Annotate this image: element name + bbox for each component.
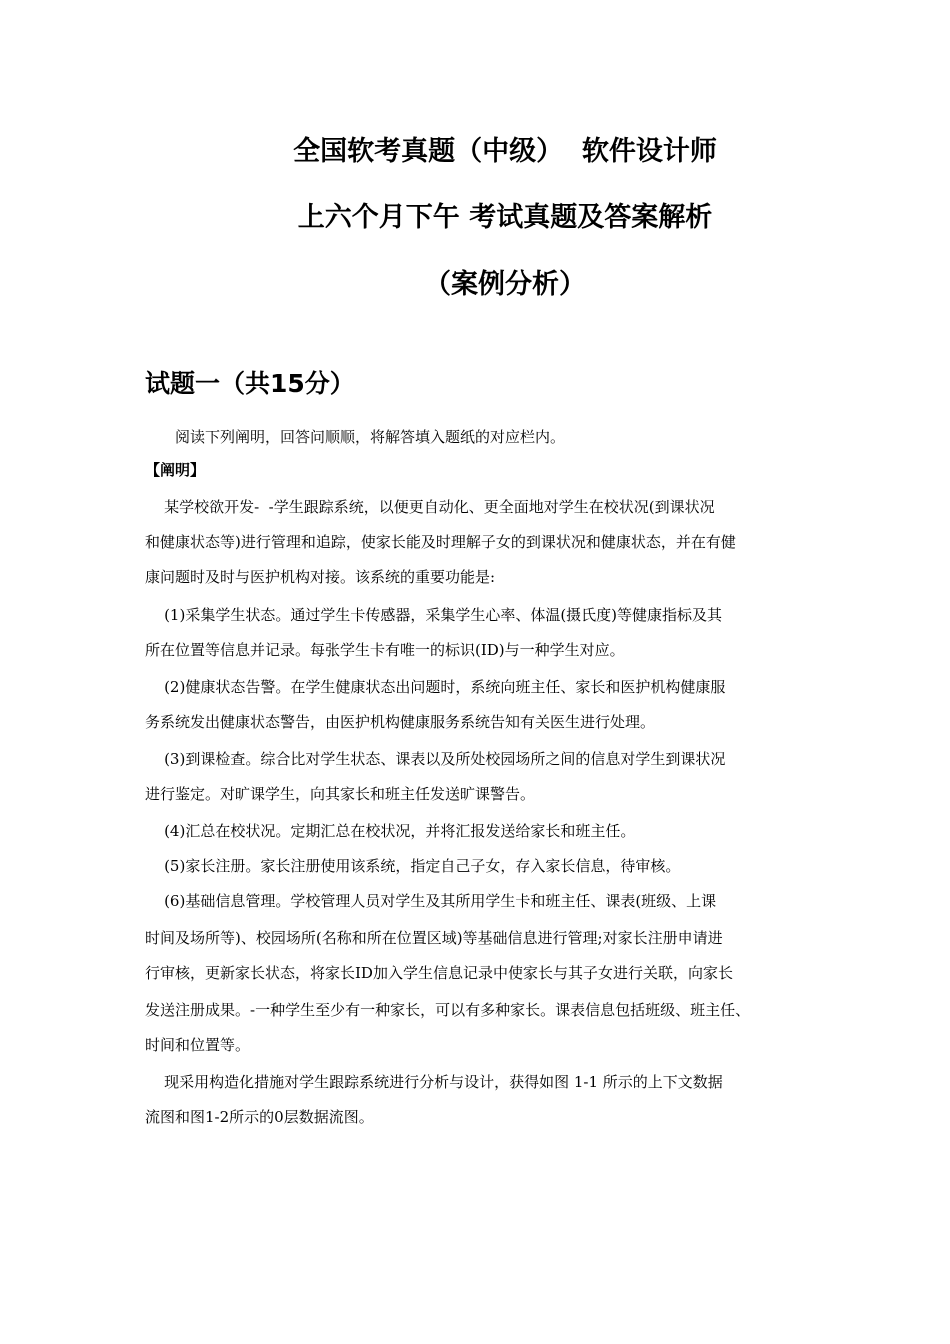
body-line: (4)汇总在校状况。定期汇总在校状况，并将汇报发送给家长和班主任。 <box>145 822 636 840</box>
body-line: (3)到课检查。综合比对学生状态、课表以及所处校园场所之间的信息对学生到课状况 <box>145 750 726 768</box>
description-label: 【阐明】 <box>145 461 206 479</box>
question-heading: 试题一（共15分） <box>145 369 355 398</box>
body-line: (1)采集学生状态。通过学生卡传感器，采集学生心率、体温(摄氏度)等健康指标及其 <box>145 606 723 624</box>
body-line: 和健康状态等)进行管理和追踪，使家长能及时理解子女的到课状况和健康状态，并在有健 <box>145 533 736 551</box>
body-line: 现采用构造化措施对学生跟踪系统进行分析与设计，获得如图 1-1 所示的上下文数据 <box>145 1073 723 1091</box>
body-line: (2)健康状态告警。在学生健康状态出问题时，系统向班主任、家长和医护机构健康服 <box>145 678 726 696</box>
body-line: 康问题时及时与医护机构对接。该系统的重要功能是: <box>145 568 496 586</box>
body-line: 流图和图1-2所示的0层数据流图。 <box>145 1108 374 1126</box>
body-line: (6)基础信息管理。学校管理人员对学生及其所用学生卡和班主任、课表(班级、上课 <box>145 892 717 910</box>
body-line: 某学校欲开发- -学生跟踪系统，以便更自动化、更全面地对学生在校状况(到课状况 <box>145 498 715 516</box>
body-line: 时间和位置等。 <box>145 1036 251 1054</box>
body-line: 所在位置等信息并记录。每张学生卡有唯一的标识(ID)与一种学生对应。 <box>145 641 625 659</box>
body-line: 发送注册成果。-一种学生至少有一种家长，可以有多种家长。课表信息包括班级、班主任、 <box>145 1001 751 1019</box>
body-line: 进行鉴定。对旷课学生，向其家长和班主任发送旷课警告。 <box>145 785 536 803</box>
document-title-line-3: （案例分析） <box>424 269 586 300</box>
body-line: 行审核，更新家长状态，将家长ID加入学生信息记录中使家长与其子女进行关联，向家长 <box>145 964 733 982</box>
body-line: 务系统发出健康状态警告，由医护机构健康服务系统告知有关医生进行处理。 <box>145 713 656 731</box>
body-line: (5)家长注册。家长注册使用该系统，指定自己子女，存入家长信息，待审核。 <box>145 857 681 875</box>
document-title-line-2: 上六个月下午 考试真题及答案解析 <box>297 202 713 233</box>
question-intro: 阅读下列阐明，回答问顺顺，将解答填入题纸的对应栏内。 <box>175 428 566 446</box>
body-line: 时间及场所等)、校园场所(名称和所在位置区域)等基础信息进行管理;对家长注册申请进 <box>145 929 723 947</box>
document-title-line-1: 全国软考真题（中级） 软件设计师 <box>293 136 717 167</box>
